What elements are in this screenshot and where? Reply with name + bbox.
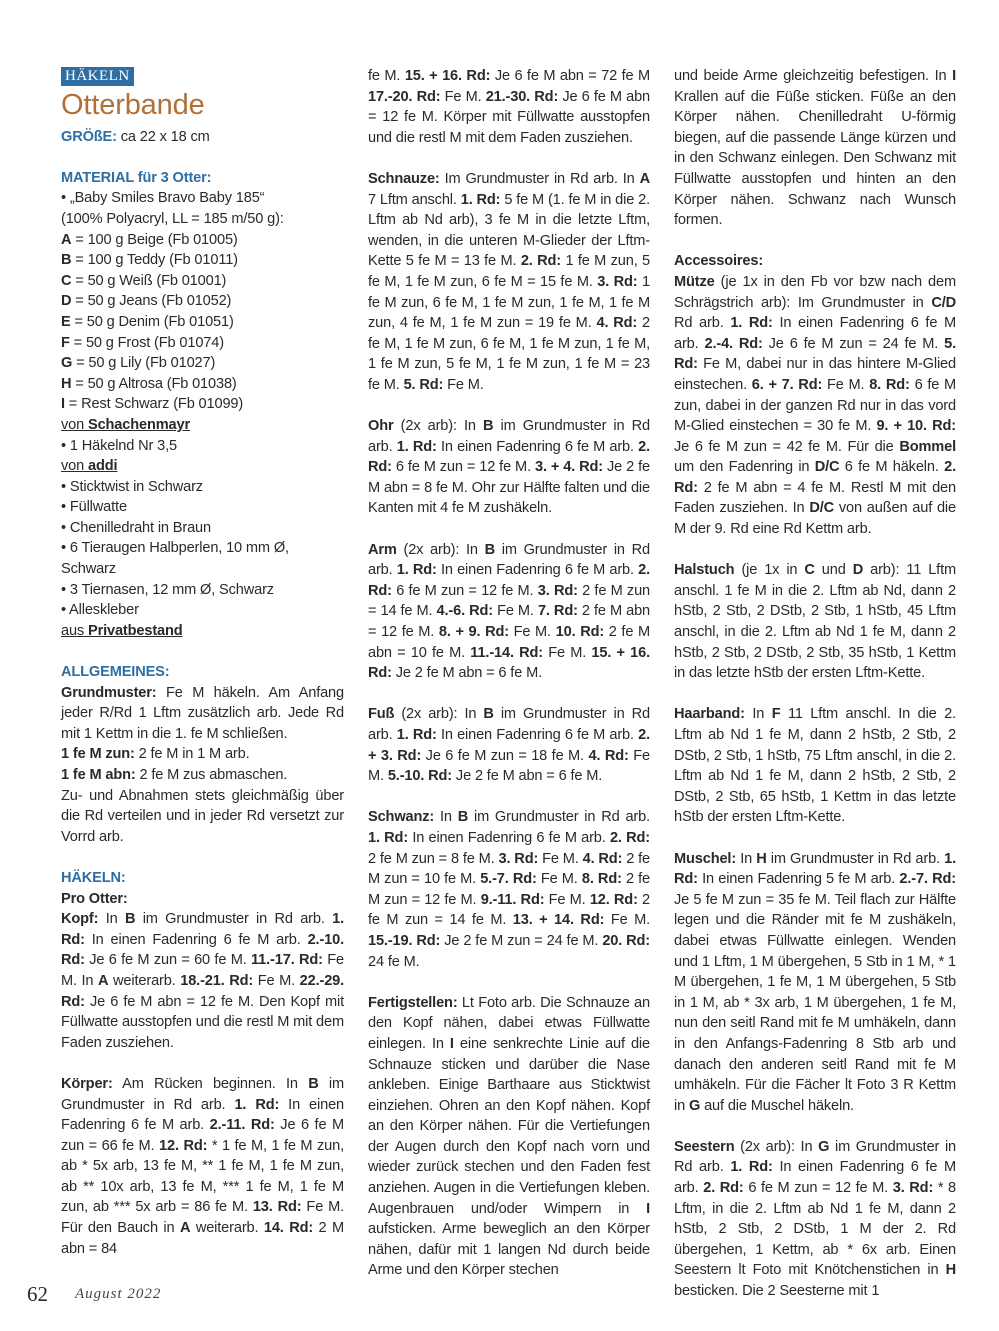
color-item: F = 50 g Frost (Fb 01074) — [61, 334, 224, 351]
paragraph-muschel: Muschel: In H im Grundmuster in Rd arb. 1. Rd: In einen Fadenring 5 fe M arb. 2.-7. Rd: Je 5 fe M zun = 35 fe M. Teil flach zur Hälfte legen und die Ränder mit fe M zushäkeln, dabei etwas Füllwatte einlegen. Wenden und 1 Lftm, 1 M übergehen, 5 Stb in 1 M, * 1 M übergehen, 1 fe M, 1 M übergehen, 5 Stb in 1 M, ab * 3x arb, 1 M übergehen, 1 fe M, nun den seitl Rand mit fe M umhäkeln, dann in den Anfangs-Fadenring 8 Stb arb und danach den anderen seitl Rand mit fe M umhäkeln. Für die Fächer lt Foto 3 R Kettm in G auf die Muschel häkeln. — [674, 850, 957, 1114]
page-number: 62 — [27, 1282, 48, 1306]
paragraph-koerper: Körper: Am Rücken beginnen. In B im Grundmuster in Rd arb. 1. Rd: In einen Fadenring 6 fe M arb. 2.-11. Rd: Je 6 fe M zun = 66 fe M. 12. Rd: * 1 fe M, 1 fe M zun, ab * 5x arb, 13 fe M, ** 1 fe M, 1 fe M zun, ab ** 10x arb, 13 fe M, *** 1 fe M, 1 fe M zun, ab *** 5x arb = 86 fe M. 13. Rd: Fe M. Für den Bauch in A weiterarb. 14. Rd: 2 M abn = 84 — [61, 1075, 345, 1257]
paragraph-halstuch: Halstuch (je 1x in C und D arb): 11 Lftm anschl. 1 fe M in die 2. Lftm ab Nd, dann 2 hStb, 2 Stb, 2 DStb, 2 Stb, 1 hStb, 45 Lftm anschl, in die 2. Lftm ab Nd 1 fe M, dann 2 hStb, 2 Stb, 2 DStb, 2 Stb, 35 hStb, 1 Kettm in das letzte hStb der ersten Lftm-Kette. — [674, 562, 956, 682]
haekeln-sub: Pro Otter: — [61, 890, 128, 907]
color-item: B = 100 g Teddy (Fb 01011) — [61, 252, 238, 269]
color-item: G = 50 g Lily (Fb 01027) — [61, 355, 216, 372]
paragraph-seestern: Seestern (2x arb): In G im Grundmuster in Rd arb. 1. Rd: In einen Fadenring 6 fe M arb. 2. Rd: 6 fe M zun = 12 fe M. 3. Rd: * 8 Lftm, in die 2. Lftm ab Nd 1 fe M, dann 2 hStb, 2 Stb, 2 DStb, 1 M der 2. Rd übergehen, 1 Kettm, ab * 6x arb. Einen Seestern lt Foto mit Knötchenstichen in H besticken. Die 2 Seesterne mit 1 — [674, 1138, 957, 1300]
size-line: GRÖßE: ca 22 x 18 cm — [61, 128, 210, 145]
general-heading: ALLGEMEINES: — [61, 664, 170, 681]
material-item: • Chenilledraht in Braun — [61, 519, 211, 536]
general-paragraph: 1 fe M zun: 2 fe M in 1 M arb. — [61, 746, 250, 763]
color-item: I = Rest Schwarz (Fb 01099) — [61, 396, 244, 413]
material-item: • Alleskleber — [61, 602, 139, 619]
general-note: Zu- und Abnahmen stets gleichmäßig über die Rd verteilen und in jeder Rd versetzt zur Vorrd arb. — [61, 787, 344, 845]
paragraph-kopf: Kopf: In B im Grundmuster in Rd arb. 1. Rd: In einen Fadenring 6 fe M arb. 2.-10. Rd: Je 6 fe M zun = 60 fe M. 11.-17. Rd: Fe M. In A weiterarb. 18.-21. Rd: Fe M. 22.-29. Rd: Je 6 fe M abn = 12 fe M. Den Kopf mit Füllwatte ausstopfen und die restl M mit dem Faden zusziehen. — [61, 911, 345, 1051]
material-section — [61, 168, 344, 642]
paragraph-fertigstellen: Fertigstellen: Lt Foto arb. Die Schnauze an den Kopf nähen, dabei etwas Füllwatte einlegen. In I eine senkrechte Linie auf die Schnauze sticken und darüber die Nase ankleben. Einige Barthaare aus Sticktwist einziehen. Ohren an den Kopf nähen. Kopf an den Körper nähen. Für die Vertiefungen der Augen durch den Kopf nach vorn und wieder zurück stechen und den Faden fest anziehen. Augen in die Vertiefungen kleben. Augenbrauen und/oder Wimpern in I aufsticken. Arme beweglich an den Körper nähen, dafür mit 1 langen Nd durch beide Arme und den Körper stechen — [368, 994, 650, 1279]
haekeln-section — [61, 868, 344, 1259]
column-2 — [368, 66, 650, 1281]
supplier-line: aus Privatbestand — [61, 622, 183, 639]
section-tag: HÄKELN — [61, 67, 134, 86]
color-item: C = 50 g Weiß (Fb 01001) — [61, 272, 227, 289]
paragraph-fertigstellen-cont: und beide Arme gleichzeitig befestigen. In I Krallen auf die Füße sticken. Füße an den Körper nähen. Chenilledraht U-förmig biegen, auf die passende Länge kürzen und in den Schwanz einlegen. Den Schwanz mit Füllwatte ausstopfen und hinten an den Körper nähen. Schwanz nach Wunsch formen. — [674, 68, 956, 229]
color-item: E = 50 g Denim (Fb 01051) — [61, 313, 234, 330]
color-item: D = 50 g Jeans (Fb 01052) — [61, 293, 232, 310]
supplier-line: von Schachenmayr — [61, 416, 191, 433]
yarn-name: • „Baby Smiles Bravo Baby 185“ — [61, 190, 265, 207]
haekeln-heading: HÄKELN: — [61, 869, 126, 886]
material-heading: MATERIAL für 3 Otter: — [61, 169, 212, 186]
general-paragraph: Grundmuster: Fe M häkeln. Am Anfang jeder R/Rd 1 Lftm zusätzlich arb. Jede Rd mit 1 Kettm in die 1. fe M schließen. — [61, 684, 344, 742]
issue-date: August 2022 — [75, 1286, 162, 1302]
material-item: • Füllwatte — [61, 499, 127, 516]
general-paragraph: 1 fe M abn: 2 fe M zus abmaschen. — [61, 767, 288, 783]
paragraph-koerper-cont: fe M. 15. + 16. Rd: Je 6 fe M abn = 72 fe M 17.-20. Rd: Fe M. 21.-30. Rd: Je 6 fe M abn = 12 fe M. Körper mit Füllwatte ausstopfen und die restl M mit dem Faden zusziehen. — [368, 68, 651, 146]
paragraph-schnauze: Schnauze: Im Grundmuster in Rd arb. In A 7 Lftm anschl. 1. Rd: 5 fe M (1. fe M in die 2. Lftm ab Nd arb), 3 fe M in die letzte Lftm, wenden, in die unteren M-Glieder der Lftm-Kette 5 fe M = 13 fe M. 2. Rd: 1 fe M zun, 5 fe M, 1 fe M zun, 6 fe M = 15 fe M. 3. Rd: 1 fe M zun, 6 fe M, 1 fe M zun, 1 fe M, 1 fe M zun, 4 fe M, 1 fe M zun = 19 fe M. 4. Rd: 2 fe M, 1 fe M zun, 6 fe M, 1 fe M zun, 1 fe M, 1 fe M zun, 5 fe M, 1 fe M zun, 1 fe M = 23 fe M. 5. Rd: Fe M. — [368, 170, 651, 393]
color-item: A = 100 g Beige (Fb 01005) — [61, 231, 238, 248]
hook-item: • 1 Häkelnd Nr 3,5 — [61, 437, 177, 454]
paragraph-ohr: Ohr (2x arb): In B im Grundmuster in Rd arb. 1. Rd: In einen Fadenring 6 fe M arb. 2. Rd: 6 fe M zun = 12 fe M. 3. + 4. Rd: Je 2 fe M abn = 8 fe M. Ohr zur Hälfte falten und die Kanten mit 4 fe M zushäkeln. — [368, 418, 651, 517]
paragraph-fuss: Fuß (2x arb): In B im Grundmuster in Rd arb. 1. Rd: In einen Fadenring 6 fe M arb. 2. + 3. Rd: Je 6 fe M zun = 18 fe M. 4. Rd: Fe M. 5.-10. Rd: Je 2 fe M abn = 6 fe M. — [368, 706, 651, 785]
page-title: Otterbande — [61, 88, 205, 121]
material-item: • 3 Tiernasen, 12 mm Ø, Schwarz — [61, 581, 274, 598]
color-item: H = 50 g Altrosa (Fb 01038) — [61, 375, 237, 392]
paragraph-schwanz: Schwanz: In B im Grundmuster in Rd arb. 1. Rd: In einen Fadenring 6 fe M arb. 2. Rd: 2 fe M zun = 8 fe M. 3. Rd: Fe M. 4. Rd: 2 fe M zun = 10 fe M. 5.-7. Rd: Fe M. 8. Rd: 2 fe M zun = 12 fe M. 9.-11. Rd: Fe M. 12. Rd: 2 fe M zun = 14 fe M. 13. + 14. Rd: Fe M. 15.-19. Rd: Je 2 fe M zun = 24 fe M. 20. Rd: 24 fe M. — [368, 809, 651, 970]
paragraph-haarband: Haarband: In F 11 Lftm anschl. In die 2. Lftm ab Nd 1 fe M, dann 2 hStb, 2 Stb, 2 DStb, 2 Stb, 1 hStb, 75 Lftm anschl, in die 2. Lftm ab Nd 1 fe M, dann 2 hStb, 2 Stb, 2 DStb, 2 Stb, 65 hStb, 1 Kettm in das letzte hStb der ersten Lftm-Kette. — [674, 706, 956, 826]
material-item: • Sticktwist in Schwarz — [61, 478, 203, 495]
paragraph-arm: Arm (2x arb): In B im Grundmuster in Rd arb. 1. Rd: In einen Fadenring 6 fe M arb. 2. Rd: 6 fe M zun = 12 fe M. 3. Rd: 2 fe M zun = 14 fe M. 4.-6. Rd: Fe M. 7. Rd: 2 fe M abn = 12 fe M. 8. + 9. Rd: Fe M. 10. Rd: 2 fe M abn = 10 fe M. 11.-14. Rd: Fe M. 15. + 16. Rd: Je 2 fe M abn = 6 fe M. — [368, 541, 651, 682]
column-3 — [674, 66, 956, 1302]
paragraph-muetze: Mütze (je 1x in den Fb vor bzw nach dem Schrägstrich arb): Im Grundmuster in C/D Rd arb. 1. Rd: In einen Fadenring 6 fe M arb. 2.-4. Rd: Je 6 fe M zun = 24 fe M. 5. Rd: Fe M, dabei nur in das hintere M-Glied einstechen. 6. + 7. Rd: Fe M. 8. Rd: 6 fe M zun, dabei in der ganzen Rd nur in das vord M-Glied einstechen = 30 fe M. 9. + 10. Rd: Je 6 fe M zun = 42 fe M. Für die Bommel um den Fadenring in D/C 6 fe M häkeln. 2. Rd: 2 fe M abn = 4 fe M. Restl M mit den Faden zusziehen. In D/C von außen auf die M der 9. Rd eine Rd Kettm arb. — [674, 273, 957, 538]
supplier-line: von addi — [61, 458, 118, 475]
accessoires-heading: Accessoires: — [674, 253, 764, 270]
material-item: • 6 Tieraugen Halbperlen, 10 mm Ø, Schwarz — [61, 540, 289, 578]
general-section — [61, 662, 344, 847]
column-1 — [61, 66, 344, 1259]
yarn-spec: (100% Polyacryl, LL = 185 m/50 g): — [61, 210, 284, 227]
